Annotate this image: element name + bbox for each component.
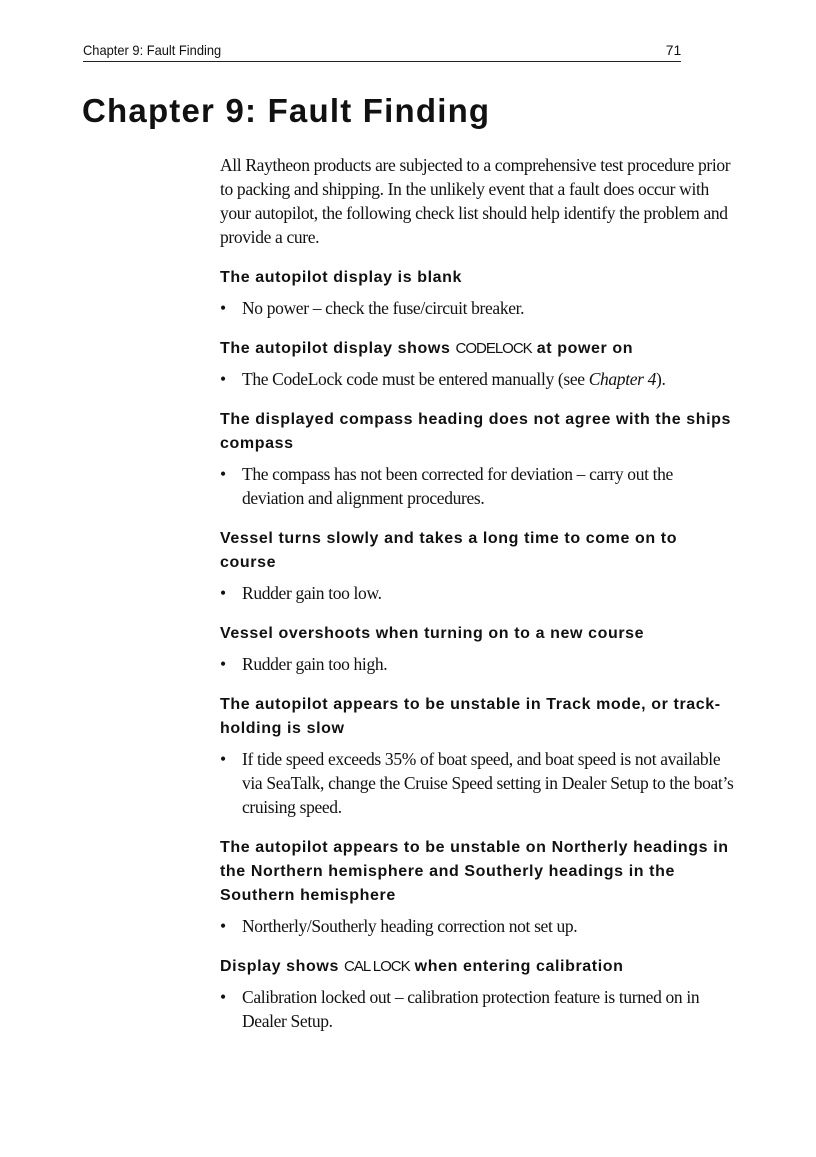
list-item <box>220 914 736 938</box>
list-item-text: The compass has not been corrected for deviation – carry out the deviation and alignment procedures. <box>242 464 673 508</box>
list-item <box>220 747 736 819</box>
heading-text: Display shows <box>220 958 344 975</box>
fault-heading: The autopilot display is blank <box>220 269 463 286</box>
fault-heading: Vessel turns slowly and takes a long time to come on to course <box>220 530 678 571</box>
display-code: CAL LOCK <box>344 958 410 975</box>
bullet-list <box>220 367 736 391</box>
bullet-glyph: • <box>220 654 226 674</box>
page-body <box>220 153 736 1033</box>
fault-section <box>220 527 736 605</box>
list-item <box>220 652 736 676</box>
page-number: 71 <box>666 42 682 58</box>
bullet-glyph: • <box>220 298 226 318</box>
fault-heading <box>220 337 736 361</box>
intro-paragraph: All Raytheon products are subjected to a comprehensive test procedure prior to packing and shipping. In the unlikely event that a fault does occur with your autopilot, the following check list should help identify the problem and provide a cure. <box>220 155 731 247</box>
list-item-text: The CodeLock code must be entered manually (see <box>242 369 589 389</box>
bullet-glyph: • <box>220 464 226 484</box>
list-item-text: ). <box>656 369 666 389</box>
heading-text: at power on <box>531 340 634 357</box>
list-item <box>220 581 736 605</box>
display-code: CODELOCK <box>455 340 532 357</box>
fault-heading: The autopilot appears to be unstable in Track mode, or track-holding is slow <box>220 696 721 737</box>
fault-section <box>220 266 736 320</box>
bullet-glyph: • <box>220 987 226 1007</box>
list-item-text: Rudder gain too low. <box>242 583 382 603</box>
bullet-list <box>220 652 736 676</box>
list-item <box>220 985 736 1033</box>
fault-heading: Vessel overshoots when turning on to a new course <box>220 625 645 642</box>
bullet-list <box>220 296 736 320</box>
heading-text: The autopilot display shows <box>220 340 456 357</box>
bullet-list <box>220 747 736 819</box>
list-item <box>220 296 736 320</box>
fault-heading <box>220 955 736 979</box>
bullet-list <box>220 462 736 510</box>
running-title: Chapter 9: Fault Finding <box>83 42 222 58</box>
fault-section <box>220 836 736 938</box>
list-item-text: No power – check the fuse/circuit breaker. <box>242 298 525 318</box>
bullet-glyph: • <box>220 749 226 769</box>
running-header <box>83 38 681 62</box>
fault-section <box>220 693 736 819</box>
list-item-text: Rudder gain too high. <box>242 654 388 674</box>
bullet-list <box>220 985 736 1033</box>
chapter-reference: Chapter 4 <box>588 369 657 389</box>
bullet-glyph: • <box>220 583 226 603</box>
bullet-glyph: • <box>220 916 226 936</box>
list-item-text: Northerly/Southerly heading correction not set up. <box>242 916 578 936</box>
fault-heading: The displayed compass heading does not agree with the ships compass <box>220 411 732 452</box>
heading-text: when entering calibration <box>409 958 624 975</box>
fault-heading: The autopilot appears to be unstable on Northerly headings in the Northern hemisphere and Southerly headings in the Southern hemisphere <box>220 839 729 904</box>
chapter-title: Chapter 9: Fault Finding <box>82 92 491 129</box>
fault-section <box>220 955 736 1033</box>
list-item <box>220 462 736 510</box>
bullet-list <box>220 581 736 605</box>
bullet-list <box>220 914 736 938</box>
list-item <box>220 367 736 391</box>
list-item-text: If tide speed exceeds 35% of boat speed, and boat speed is not available via SeaTalk, change the Cruise Speed setting in Dealer Setup to the boat’s cruising speed. <box>242 749 734 817</box>
bullet-glyph: • <box>220 369 226 389</box>
list-item-text: Calibration locked out – calibration protection feature is turned on in Dealer Setup. <box>242 987 700 1031</box>
fault-section <box>220 337 736 391</box>
fault-section <box>220 622 736 676</box>
fault-section <box>220 408 736 510</box>
